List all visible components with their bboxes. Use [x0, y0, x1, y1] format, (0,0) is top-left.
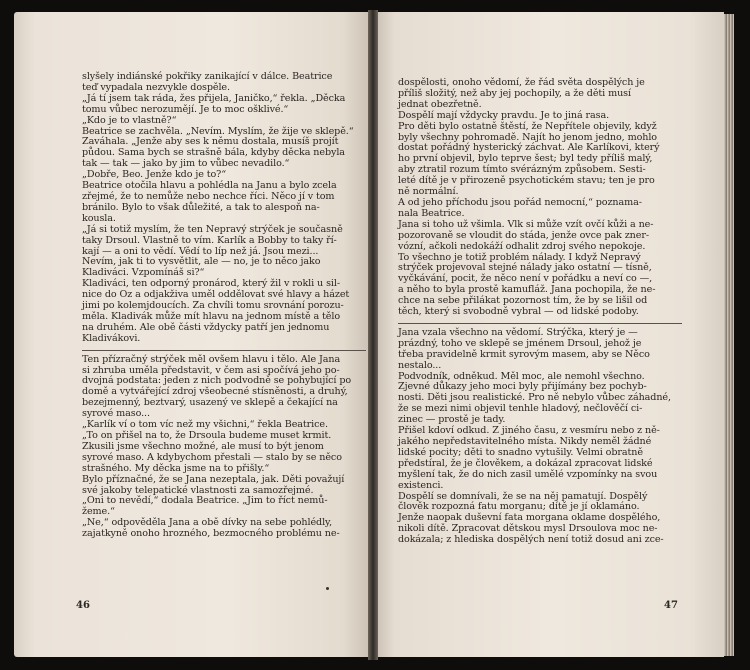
text-line: jakého nepředstavitelného místa. Nikdy neměl žádné — [398, 436, 652, 447]
text-line: „Kdo je to vlastně?“ — [82, 114, 177, 126]
text-line: jimi po kolemjdoucích. Za chvíli tomu srovnání porozu- — [82, 300, 344, 312]
text-line: Jenže naopak duševní fata morgana oklame dospělého, — [398, 512, 661, 524]
text-line: vózní, ačkoli nedokáží odhalit zdroj svého nepokoje. — [398, 240, 646, 252]
page-number-left: 46 — [76, 600, 90, 611]
text-line: Kladiváci. Vzpomínáš si?“ — [82, 267, 205, 279]
text-line: syrové maso. A kdybychom přestali — stalo by se něco — [82, 451, 342, 463]
right-page-text — [398, 78, 688, 546]
text-line: že se mezi nimi objevil tenhle hladový, nečlověčí ci- — [398, 403, 643, 415]
text-line: leté dítě je v přirozeně psychotickém stavu; ten je pro — [398, 175, 655, 187]
text-line: taky Drsoul. Vlastně to vím. Karlík a Bobby to taky ří- — [82, 234, 337, 246]
text-line: Beatrice se zachvěla. „Nevím. Myslím, že žije ve sklepě.“ — [82, 125, 354, 137]
text-line: byly všechny pohromadě. Najít ho jenom jedno, mohlo — [398, 131, 657, 143]
text-line: bezejmenný, beztvarý, usazený ve sklepě a čekající na — [82, 397, 338, 409]
right-section-1 — [398, 78, 688, 318]
text-line: dokázala; z hlediska dospělých není totiž dosud ani zce- — [398, 534, 664, 546]
text-line: nice do Oz a odjakživa uměl oddělovat své hlavy a házet — [82, 289, 350, 301]
text-line: „To on přišel na to, že Drsoula budeme muset krmit. — [82, 430, 332, 441]
text-line: A od jeho příchodu jsou pořád nemocní,“ poznama- — [398, 196, 642, 208]
text-line: „Já si totiž myslím, že ten Nepravý strýček je současně — [82, 223, 343, 235]
text-line: nestalo... — [398, 359, 442, 371]
text-line: člověk rozpozná fatu morganu; dítě je jí oklamáno. — [398, 501, 640, 513]
text-line: To všechno je totiž problém nálady. I když Nepravý — [398, 251, 641, 263]
text-line: „Ne,“ odpověděla Jana a obě dívky na sebe pohlédly, — [82, 517, 333, 529]
text-line: Jana vzala všechno na vědomí. Strýčka, který je — — [398, 326, 638, 338]
text-line: nikoli dítě. Zpracovat dětskou mysl Drsoulova moc ne- — [398, 523, 658, 535]
text-line: třeba pravidelně krmit syrovým masem, aby se Něco — [398, 348, 650, 360]
text-line: Zjevné důkazy jeho moci byly přijímány bez pochyb- — [398, 381, 647, 393]
text-line: zajatkyně onoho hrozného, bezmocného problému ne- — [82, 528, 340, 540]
text-line: zřejmé, že to nemůže nebo nechce říci. Něco jí v tom — [82, 190, 335, 202]
text-line: Bylo příznačné, že se Jana nezeptala, jak. Děti považují — [82, 473, 345, 485]
text-line: Kladivákovi. — [82, 332, 141, 344]
book-spine — [368, 10, 378, 660]
text-line: „Karlík ví o tom víc než my všichni,“ řekla Beatrice. — [82, 419, 328, 431]
text-line: měla. Kladivák může mít hlavu na jednom místě a tělo — [82, 310, 341, 322]
text-line: Nevím, jak ti to vysvětlit, ale — no, je to něco jako — [82, 256, 321, 268]
text-line: své jakoby telepatické vlastnosti za samozřejmé. — [82, 484, 314, 496]
text-line: teď vypadala nezvykle dospěle. — [82, 81, 230, 93]
right-page — [374, 12, 724, 657]
text-line: prázdný, toho ve sklepě se jménem Drsoul, jehož je — [398, 337, 642, 349]
text-line: dospělosti, onoho vědomí, že řád světa dospělých je — [398, 77, 645, 88]
text-line: syrové maso... — [82, 408, 150, 420]
text-line: slyšely indiánské pokřiky zanikající v dálce. Beatrice — [82, 71, 333, 82]
section-divider — [82, 350, 366, 351]
text-line: „Já tí jsem tak ráda, žes přijela, Janičko,“ řekla. „Děcka — [82, 92, 346, 104]
ink-dot — [326, 587, 329, 590]
text-line: Podvodník, odněkud. Měl moc, ale nemohl všechno. — [398, 370, 645, 382]
text-line: na druhém. Ale obě části vždycky patří jen jednomu — [82, 321, 330, 333]
text-line: tak — tak — jako by jim to vůbec nevadilo.“ — [82, 158, 290, 170]
left-page-text — [82, 72, 372, 540]
text-line: Dospělí se domnívali, že se na něj pamatují. Dospělý — [398, 490, 648, 502]
left-section-1 — [82, 72, 372, 345]
text-line: pozorovaně se vloudit do stáda, jenže ovce pak zner- — [398, 229, 649, 241]
text-line: žeme.“ — [82, 506, 115, 518]
text-line: myšlení tak, že do nich zasil umělé vzpomínky na svou — [398, 468, 658, 480]
text-line: jednat obezřetně. — [398, 98, 482, 110]
text-line: příliš složitý, než aby jej pochopily, a že děti musí — [398, 87, 631, 99]
text-line: Pro děti bylo ostatně štěstí, že Nepřítele objevily, když — [398, 120, 657, 132]
text-line: Zkusili jsme všechno možné, ale musí to být jenom — [82, 440, 324, 452]
right-section-2 — [398, 328, 688, 546]
text-line: dostat pořádný hysterický záchvat. Ale Karlíkovi, který — [398, 142, 660, 154]
text-line: „Oni to nevědí,“ dodala Beatrice. „Jim to říct nemů- — [82, 495, 328, 507]
text-line: dvojná podstata: jeden z nich podvodně se pohybující po — [82, 375, 352, 387]
text-line: těch, který si svobodně vybral — od lidské podoby. — [398, 306, 639, 318]
text-line: domě a vytvářející zdroj všeobecné stísněnosti, a druhý, — [82, 386, 348, 398]
text-line: bránilo. Bylo to však důležité, a tak to alespoň na- — [82, 201, 320, 213]
text-line: zinec — prostě je tady. — [398, 414, 506, 426]
text-line: Jana si toho už všimla. Vlk si může vzít ovčí kůži a ne- — [398, 218, 654, 230]
text-line: strašného. My děcka jsme na to přišly.“ — [82, 462, 270, 474]
text-line: nosti. Děti jsou realistické. Pro ně nebylo vůbec záhadné, — [398, 392, 671, 404]
text-line: Kladiváci, ten odporný pronárod, který žil v rokli u sil- — [82, 278, 340, 290]
open-book — [8, 6, 738, 664]
text-line: lidské pocity; děti to snadno vytušily. Velmi obratně — [398, 446, 643, 458]
text-line: vyčkávání, pocit, že něco není v pořádku a neví co —, — [398, 273, 653, 285]
text-line: Ten přízračný strýček měl ovšem hlavu i tělo. Ale Jana — [82, 353, 341, 365]
text-line: ho první objevil, bylo teprve šest; byl tedy příliš malý, — [398, 153, 653, 165]
text-line: strýček projevoval stejné nálady jako ostatní — tísně, — [398, 262, 652, 274]
text-line: aby ztratil rozum tímto svérázným způsobem. Sesti- — [398, 164, 646, 176]
text-line: tomu vůbec nerozumějí. Je to moc ošklivé.“ — [82, 103, 289, 115]
text-line: Beatrice otočila hlavu a pohlédla na Janu a bylo zcela — [82, 180, 337, 192]
page-number-right: 47 — [664, 600, 678, 611]
text-line: Přišel kdoví odkud. Z jiného času, z vesmíru nebo z ně- — [398, 425, 660, 437]
text-line: kousla. — [82, 212, 116, 224]
text-line: nala Beatrice. — [398, 207, 465, 219]
text-line: ně normální. — [398, 186, 459, 198]
section-divider — [398, 323, 682, 324]
left-section-2 — [82, 355, 372, 540]
text-line: kají — a oni to vědí. Vědí to líp než já. Jsou mezi... — [82, 245, 319, 257]
text-line: půdou. Sama bych se strašně bála, kdyby děcka nebyla — [82, 147, 345, 159]
text-line: Dospělí mají vždycky pravdu. Je to jiná rasa. — [398, 109, 610, 121]
page-edges — [724, 14, 734, 656]
text-line: Zaváhala. „Jenže aby ses k němu dostala, musíš projít — [82, 136, 339, 148]
text-line: „Dobře, Beo. Jenže kdo je to?“ — [82, 169, 227, 181]
left-page — [14, 12, 372, 657]
text-line: chce na sebe přilákat pozornost tím, že by se lišil od — [398, 295, 648, 307]
text-line: a něho to byla prostě kamufláž. Jana pochopila, že ne- — [398, 284, 656, 296]
text-line: si zhruba uměla představit, v čem asi spočívá jeho po- — [82, 364, 340, 376]
text-line: existenci. — [398, 479, 444, 491]
text-line: předstíral, že je člověkem, a dokázal zpracovat lidské — [398, 457, 653, 469]
